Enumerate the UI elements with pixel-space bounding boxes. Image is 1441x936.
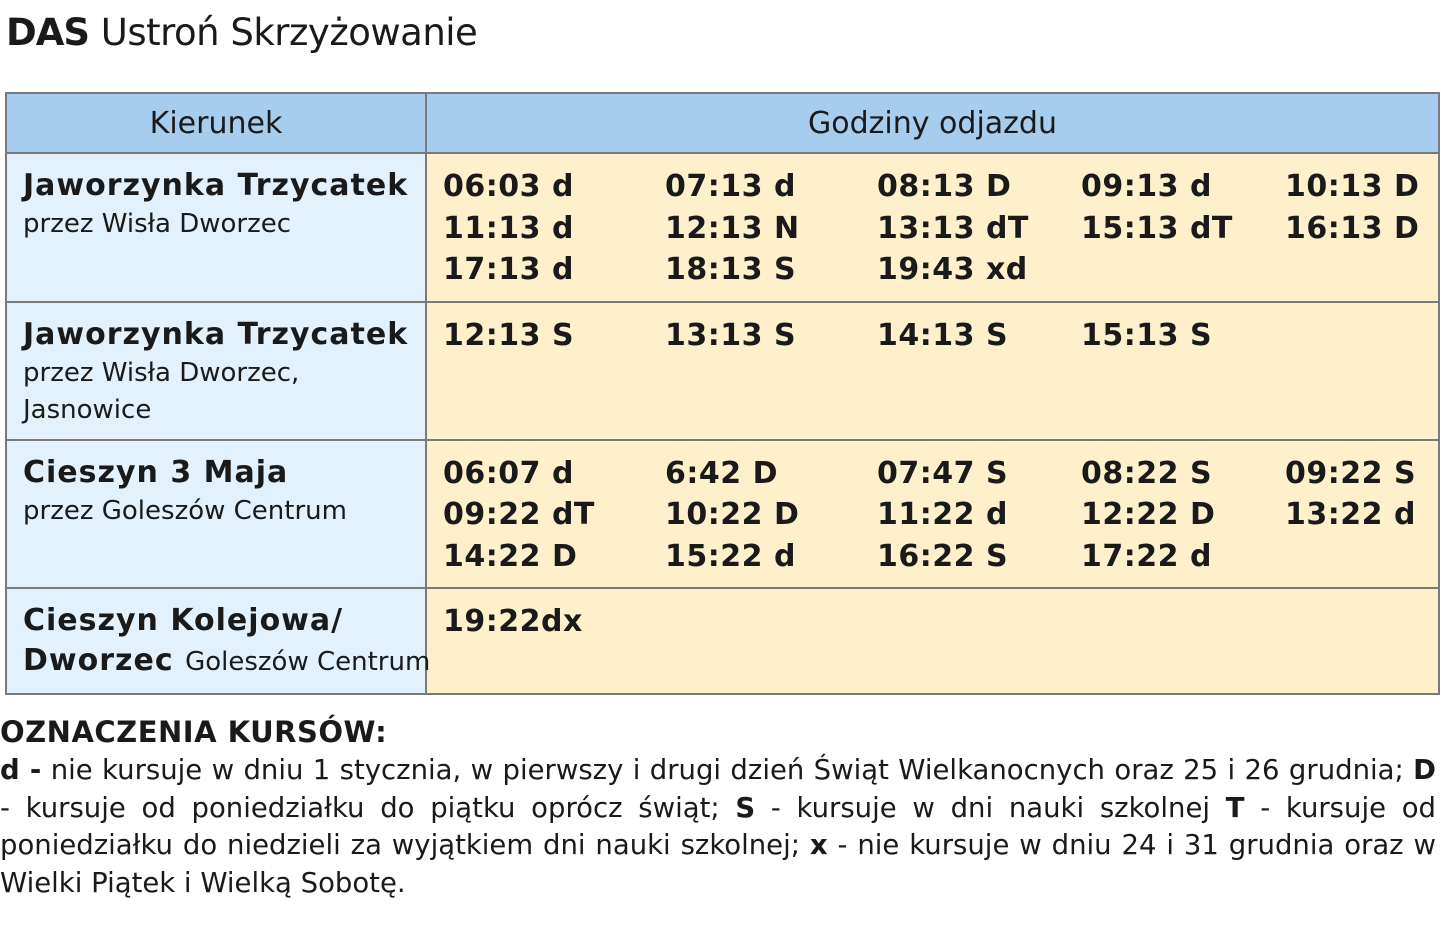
column-header-direction: Kierunek: [6, 93, 426, 153]
legend-title: OZNACZENIA KURSÓW:: [0, 715, 388, 749]
legend-text: [0, 752, 1436, 902]
legend-description: nie kursuje w dniu 1 stycznia, w pierwszy i drugi dzień Świąt Wielkanocnych oraz 25 i 26 grudnia;: [41, 754, 1414, 786]
departure-time: 15:22 d: [665, 538, 796, 574]
legend: [0, 712, 1436, 902]
legend-code: d -: [0, 754, 42, 786]
departure-time: 18:13 S: [665, 252, 797, 287]
departure-time: 07:47 S: [877, 455, 1009, 491]
direction-cell: [6, 153, 426, 302]
departure-time: 17:22 d: [1081, 538, 1212, 574]
departures-cell: [426, 588, 1439, 694]
departure-time: 12:22 D: [1081, 497, 1216, 532]
departure-time: 11:13 d: [443, 210, 574, 246]
legend-description: - kursuje od poniedziałku do piątku oprócz świąt;: [0, 791, 736, 824]
table-row: [6, 302, 1439, 440]
direction-via: przez Wisła Dworzec,: [23, 357, 300, 388]
legend-description: - kursuje od poniedziałku do niedzieli za wyjątkiem dni nauki szkolnej;: [0, 791, 1437, 861]
departure-time: 16:22 S: [877, 538, 1009, 574]
departure-time: 10:13 D: [1285, 169, 1420, 204]
departure-time: 06:03 d: [443, 169, 574, 204]
departure-time: 19:22dx: [443, 604, 583, 639]
timetable: [5, 92, 1440, 695]
departure-time: 6:42 D: [665, 455, 778, 491]
legend-code: S: [735, 791, 756, 824]
departure-time: 13:22 d: [1285, 497, 1416, 532]
table-row: [6, 153, 1439, 302]
departure-time: 06:07 d: [443, 455, 574, 491]
direction-name: Jaworzynka Trzycatek: [23, 168, 409, 203]
departure-time: 08:22 S: [1081, 455, 1213, 491]
departure-time: 13:13 S: [665, 317, 797, 353]
departure-time: 09:22 dT: [443, 497, 595, 532]
departure-time: 07:13 d: [665, 169, 796, 204]
departure-time: 08:13 D: [877, 169, 1012, 204]
departure-time: 15:13 dT: [1081, 210, 1233, 246]
direction-cell: [6, 302, 426, 440]
table-row: [6, 588, 1439, 694]
departure-time: 13:13 dT: [877, 210, 1029, 246]
departure-time: 14:13 S: [877, 317, 1009, 353]
operator-name: DAS: [6, 11, 89, 54]
direction-via: przez Wisła Dworzec: [23, 209, 292, 239]
column-header-departures: Godziny odjazdu: [426, 93, 1439, 153]
departure-time: 15:13 S: [1081, 317, 1213, 353]
departure-time: 09:13 d: [1081, 169, 1212, 204]
departures-cell: [426, 302, 1439, 440]
departure-time: 16:13 D: [1285, 210, 1420, 246]
departure-time: 09:22 S: [1285, 455, 1417, 491]
direction-name-line2: [23, 641, 431, 682]
direction-name: Cieszyn 3 Maja: [23, 454, 289, 490]
legend-description: - nie kursuje w dniu 24 i 31 grudnia oraz w Wielki Piątek i Wielką Sobotę.: [0, 829, 1436, 899]
direction-cell: [6, 440, 426, 589]
direction-name-part: Dworzec: [23, 643, 174, 678]
departure-time: 14:22 D: [443, 538, 578, 574]
direction-via: przez Goleszów Centrum: [23, 495, 347, 526]
legend-code: D: [1413, 754, 1436, 786]
departures-cell: [426, 440, 1439, 589]
departure-time: 19:43 xd: [877, 252, 1028, 287]
departure-time: 10:22 D: [665, 497, 800, 532]
departure-time: 11:22 d: [877, 497, 1008, 532]
table-row: [6, 440, 1439, 589]
direction-via: Jasnowice: [23, 394, 152, 425]
legend-code: x: [809, 829, 828, 861]
direction-name: Cieszyn Kolejowa/: [23, 603, 344, 638]
departure-time: 17:13 d: [443, 252, 574, 287]
direction-cell: [6, 588, 431, 694]
page-title: [6, 8, 477, 58]
departure-time: 12:13 N: [665, 210, 800, 246]
departures-cell: [426, 153, 1439, 302]
departure-time: 12:13 S: [443, 317, 575, 353]
legend-description: - kursuje w dni nauki szkolnej: [755, 791, 1226, 824]
direction-via: Goleszów Centrum: [185, 647, 431, 677]
stop-name: Ustroń Skrzyżowanie: [100, 11, 478, 54]
direction-name: Jaworzynka Trzycatek: [23, 316, 409, 352]
legend-code: T: [1225, 791, 1245, 824]
